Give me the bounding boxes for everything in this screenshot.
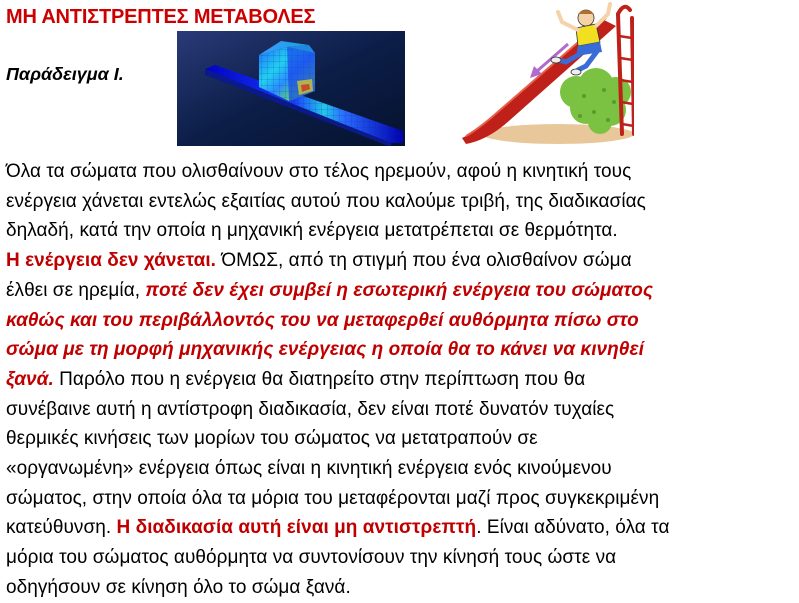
text-line: συνέβαινε αυτή η αντίστροφη διαδικασία, δεν είναι ποτέ δυνατόν τυχαίες xyxy=(6,398,615,420)
text-line: ενέργεια χάνεται εντελώς εξαιτίας αυτού που καλούμε τριβή, της διαδικασίας xyxy=(6,190,646,212)
text-run: Παρόλο που η ενέργεια θα διατηρείτο στην περίπτωση που θα xyxy=(53,368,586,390)
text-line xyxy=(6,513,796,543)
text-line xyxy=(6,276,796,306)
text-line: δηλαδή, κατά την οποία η μηχανική ενέργεια μετατρέπεται σε θερμότητα. xyxy=(6,220,618,242)
text-line: οδηγήσουν σε κίνηση όλο το σώμα ξανά. xyxy=(6,576,351,598)
emphasis-never-happened: ποτέ δεν έχει συμβεί η εσωτερική ενέργεια του σώματος xyxy=(145,279,654,301)
text-run: κατεύθυνση. xyxy=(6,517,117,539)
text-run: ΌΜΩΣ, από τη στιγμή που ένα ολισθαίνον σώμα xyxy=(215,250,632,272)
child-on-slide-image xyxy=(458,0,634,146)
text-line: σώματος, στην οποία όλα τα μόρια του μεταφέρονται μαζί προς συγκεκριμένη xyxy=(6,487,660,509)
text-line: μόρια του σώματος αυθόρμητα να συντονίσουν την κίνησή τους ώστε να xyxy=(6,547,617,569)
emphasis-line: σώμα με τη μορφή μηχανικής ενέργειας η οποία θα το κάνει να κινηθεί xyxy=(6,339,644,361)
body-paragraph xyxy=(6,157,796,603)
emphasis-irreversible: Η διαδικασία αυτή είναι μη αντιστρεπτή xyxy=(116,517,477,539)
text-line: Όλα τα σώματα που ολισθαίνουν στο τέλος ηρεμούν, αφού η κινητική τους xyxy=(6,161,632,182)
text-run: έλθει σε ηρεμία, xyxy=(6,279,146,301)
text-line xyxy=(6,365,796,395)
example-subtitle: Παράδειγμα Ι. xyxy=(6,64,124,84)
emphasis-energy-not-lost: Η ενέργεια δεν χάνεται. xyxy=(6,250,216,272)
text-line: θερμικές κινήσεις των μορίων του σώματος να μετατραπούν σε xyxy=(6,428,538,450)
sliding-block-heatmap-image xyxy=(177,31,405,146)
text-line: «οργανωμένη» ενέργεια όπως είναι η κινητική ενέργεια ενός κινούμενου xyxy=(6,458,612,480)
emphasis-line: καθώς και του περιβάλλοντός του να μεταφερθεί αυθόρμητα πίσω στο xyxy=(6,309,639,331)
emphasis-again: ξανά. xyxy=(6,368,54,390)
text-line xyxy=(6,246,796,276)
text-run: . Είναι αδύνατο, όλα τα xyxy=(476,517,670,539)
slide-title: ΜΗ ΑΝΤΙΣΤΡΕΠΤΕΣ ΜΕΤΑΒΟΛΕΣ xyxy=(6,6,316,28)
